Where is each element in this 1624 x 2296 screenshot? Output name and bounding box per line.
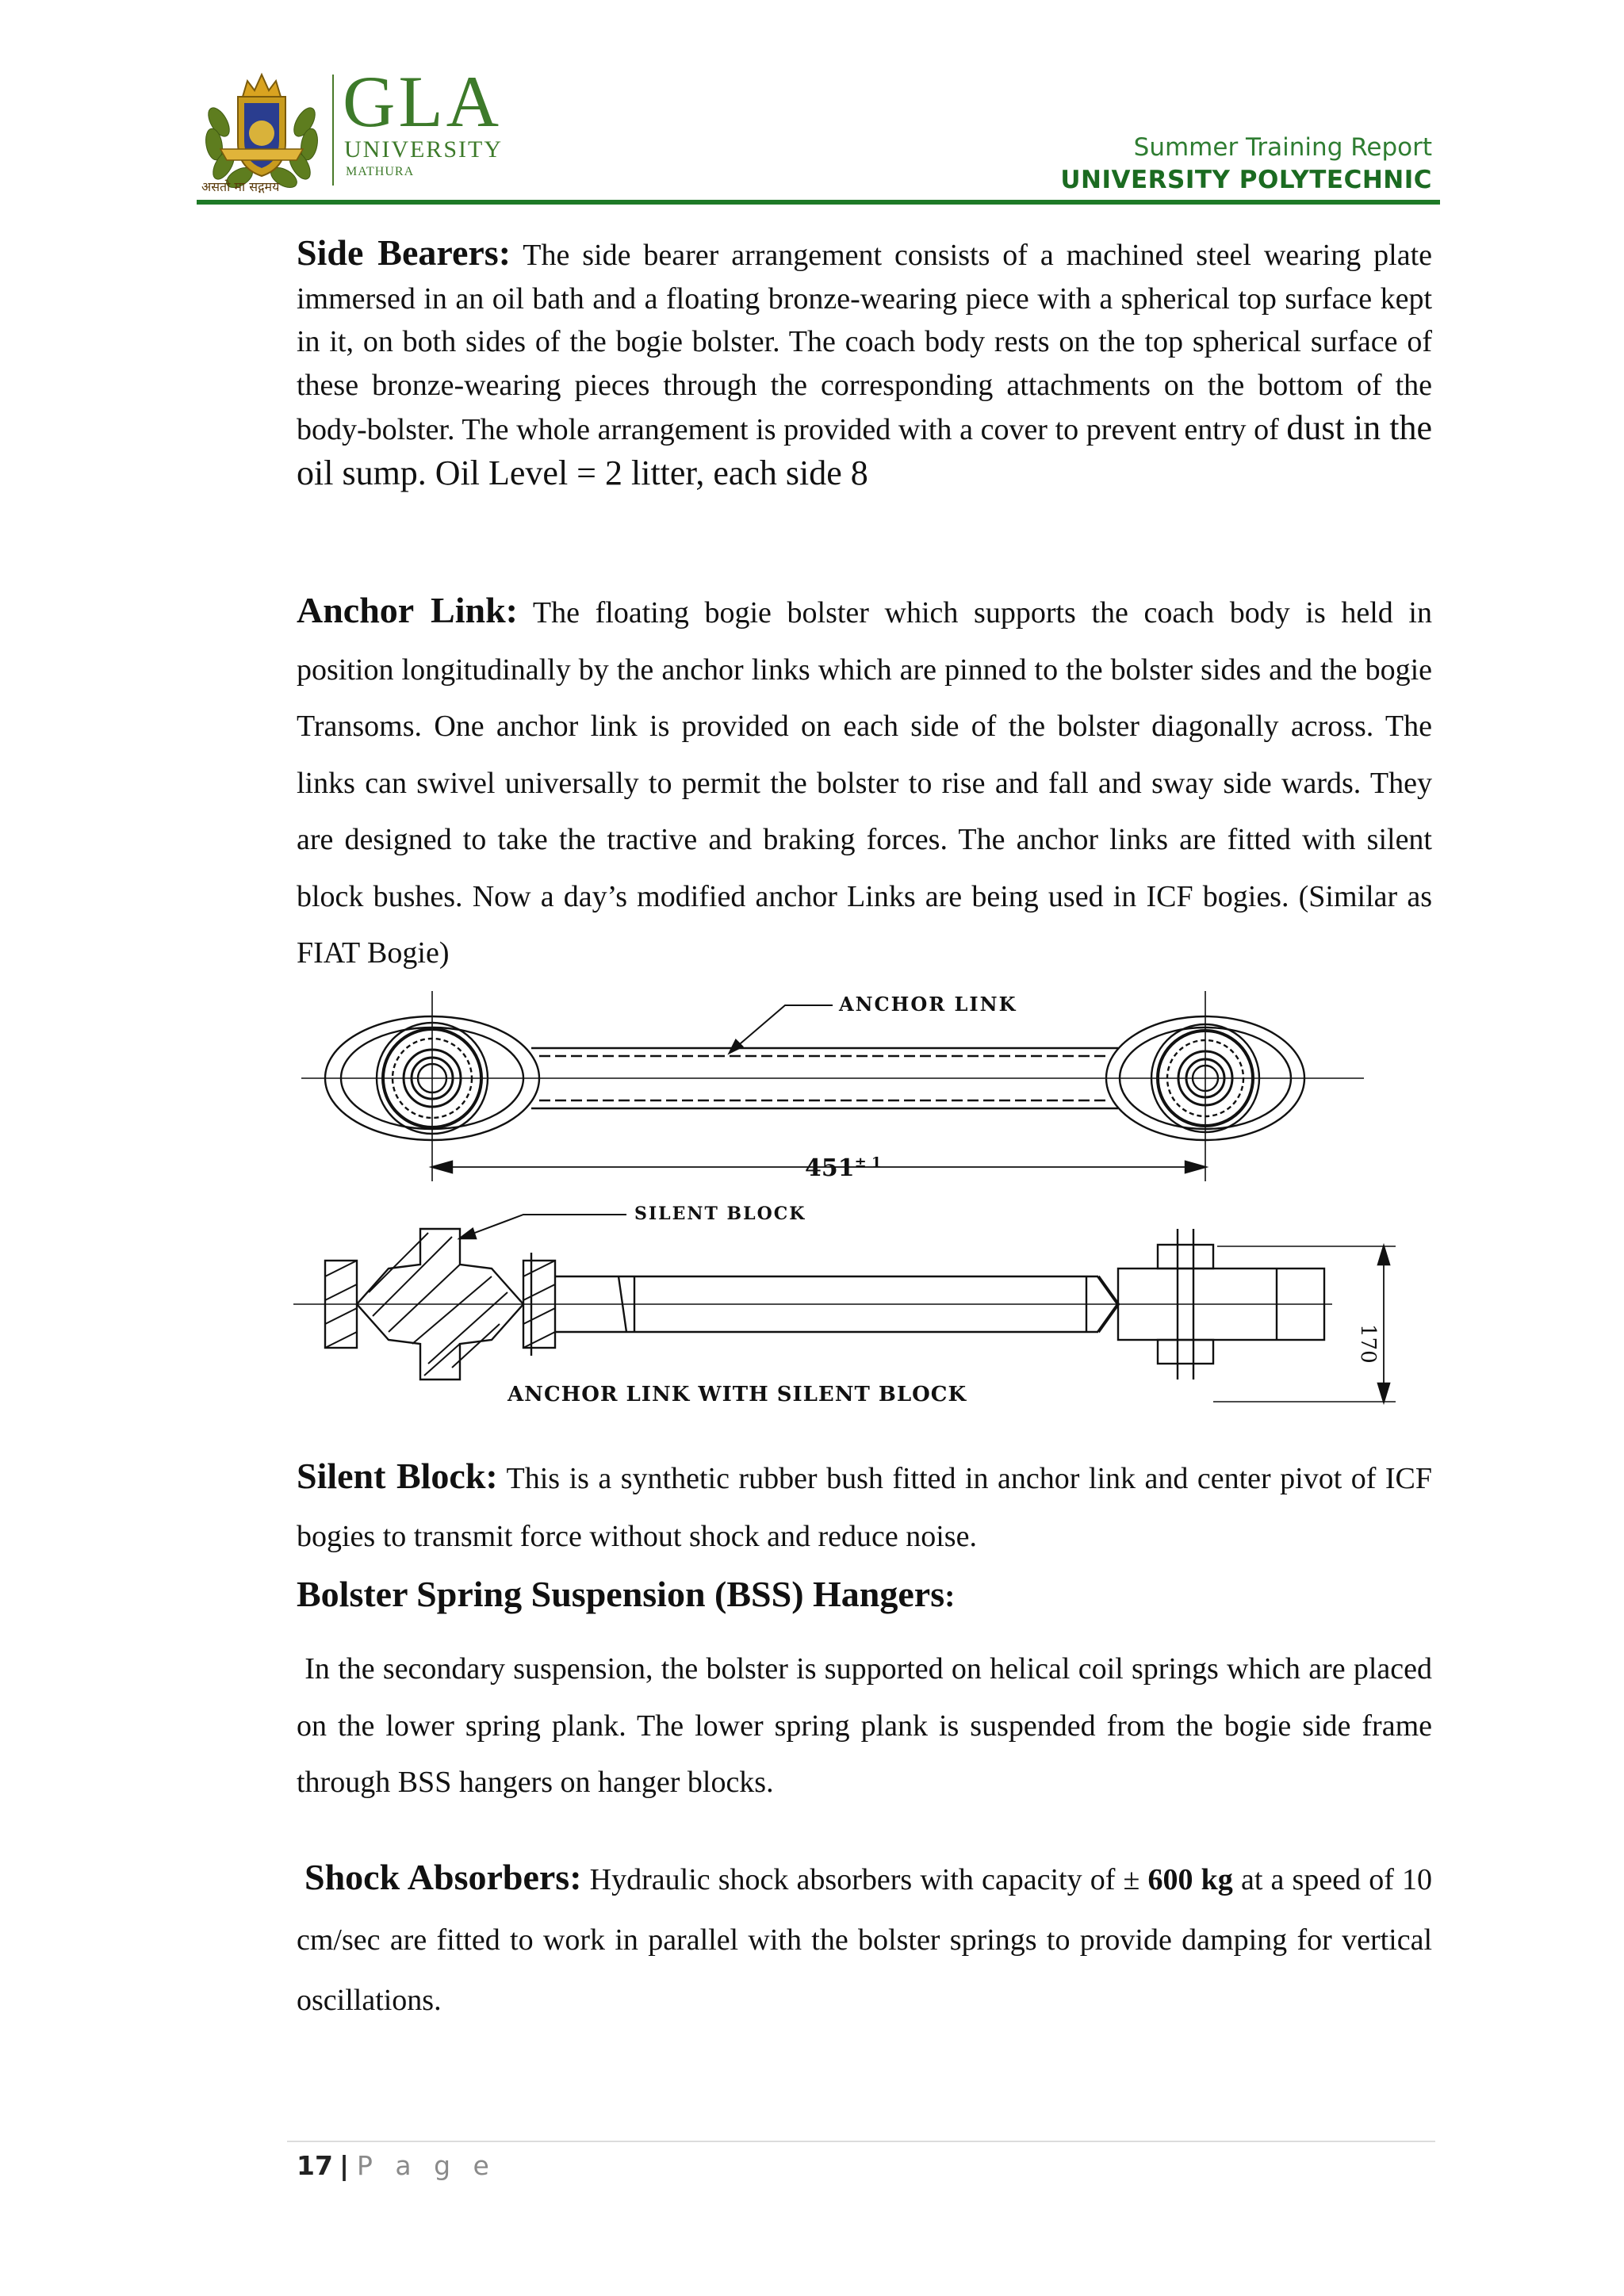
side-bearers-heading: Side Bearers: [297,232,511,273]
label-anchor-link: ANCHOR LINK [839,993,1017,1016]
anchor-link-text: The floating bogie bolster which supports the coach body is held in position longitudinally by the anchor links which are pinned to the bolster sides and the bogie Transoms. One anchor link is provided on each side of the bolster diagonally across. The links can swivel universally to permit the bolster to rise and fall and sway side wards. They are designed to take the tractive and braking forces. The anchor links are fitted with silent block bushes. Now a day’s modified anchor Links are being used in ICF bogies. (Similar as FIAT Bogie) [297,596,1432,970]
anchor-link-diagram [293,991,1419,1435]
shock-absorbers-text-a: Hydraulic shock absorbers with capacity of ± [581,1863,1148,1896]
bss-heading-block [297,1573,1432,1615]
dimension-length [805,1154,882,1182]
page-word: P a g e [357,2150,496,2181]
footer-separator: | [339,2150,349,2181]
page-footer [297,2150,496,2181]
shock-absorbers-text-b: at a speed of 10 cm/sec are fitted to work in parallel with the bolster springs to provide damping for vertical oscillations. [297,1863,1440,2017]
logo-wordmark-gla: GLA [343,61,503,142]
section-side-bearers [297,232,1432,496]
bss-paragraph: In the secondary suspension, the bolster is supported on helical coil springs which are placed on the lower spring plank. The lower spring plank is suspended from the bogie side frame through BSS hangers on hanger blocks. [297,1652,1440,1799]
section-silent-block [297,1447,1432,1566]
silent-block-heading: Silent Block: [297,1456,498,1496]
header-divider [197,200,1440,205]
shock-absorbers-paragraph [297,1847,1440,2030]
bss-heading: Bolster Spring Suspension (BSS) Hangers [297,1574,945,1614]
shock-absorbers-capacity: 600 kg [1147,1863,1233,1896]
dimension-tolerance: ± 1 [854,1154,882,1171]
anchor-link-heading: Anchor Link: [297,590,518,630]
anchor-link-paragraph [297,582,1432,982]
side-bearers-paragraph [297,232,1432,496]
logo-motto: असतो मा सद्गमय [201,179,280,194]
footer-divider [287,2141,1435,2142]
label-silent-block: SILENT BLOCK [634,1203,806,1224]
page-number: 17 [297,2150,333,2181]
side-bearers-text: The side bearer arrangement consists of a machined steel wearing plate immersed in an oil bath and a floating bronze-wearing piece with a spherical top surface kept in it, on both sides of the bogie bolster. The coach body rests on the top spherical surface of these bronze-wearing pieces through the corresponding attachments on the bottom of the body-bolster. The whole arrangement is provided with a cover to prevent entry of [297,239,1432,446]
diagram-caption: ANCHOR LINK WITH SILENT BLOCK [508,1383,967,1406]
shock-absorbers-heading: Shock Absorbers: [304,1857,582,1897]
bss-heading-colon: : [944,1578,956,1613]
header-report-info [1060,132,1432,197]
page-header [197,61,1440,200]
dimension-value: 451 [805,1154,855,1182]
silent-block-paragraph [297,1447,1432,1566]
department-name: UNIVERSITY POLYTECHNIC [1060,166,1432,194]
section-shock-absorbers [297,1847,1440,2030]
anchor-link-drawing [293,991,1419,1435]
silent-block-text: This is a synthetic rubber bush fitted in anchor link and center pivot of ICF bogies to transmit force without shock and reduce noise. [297,1462,1432,1553]
section-anchor-link [297,582,1432,982]
side-bearers-text-large: dust in the oil sump. Oil Level = 2 litter, each side 8 [297,408,1432,492]
logo-wordmark-university: UNIVERSITY [344,136,503,163]
gla-university-logo [197,61,503,200]
logo-wordmark-city: MATHURA [346,165,415,178]
section-bss-hangers [297,1641,1440,1812]
report-title: Summer Training Report [1133,133,1432,162]
dimension-height: 170 [1356,1324,1380,1364]
